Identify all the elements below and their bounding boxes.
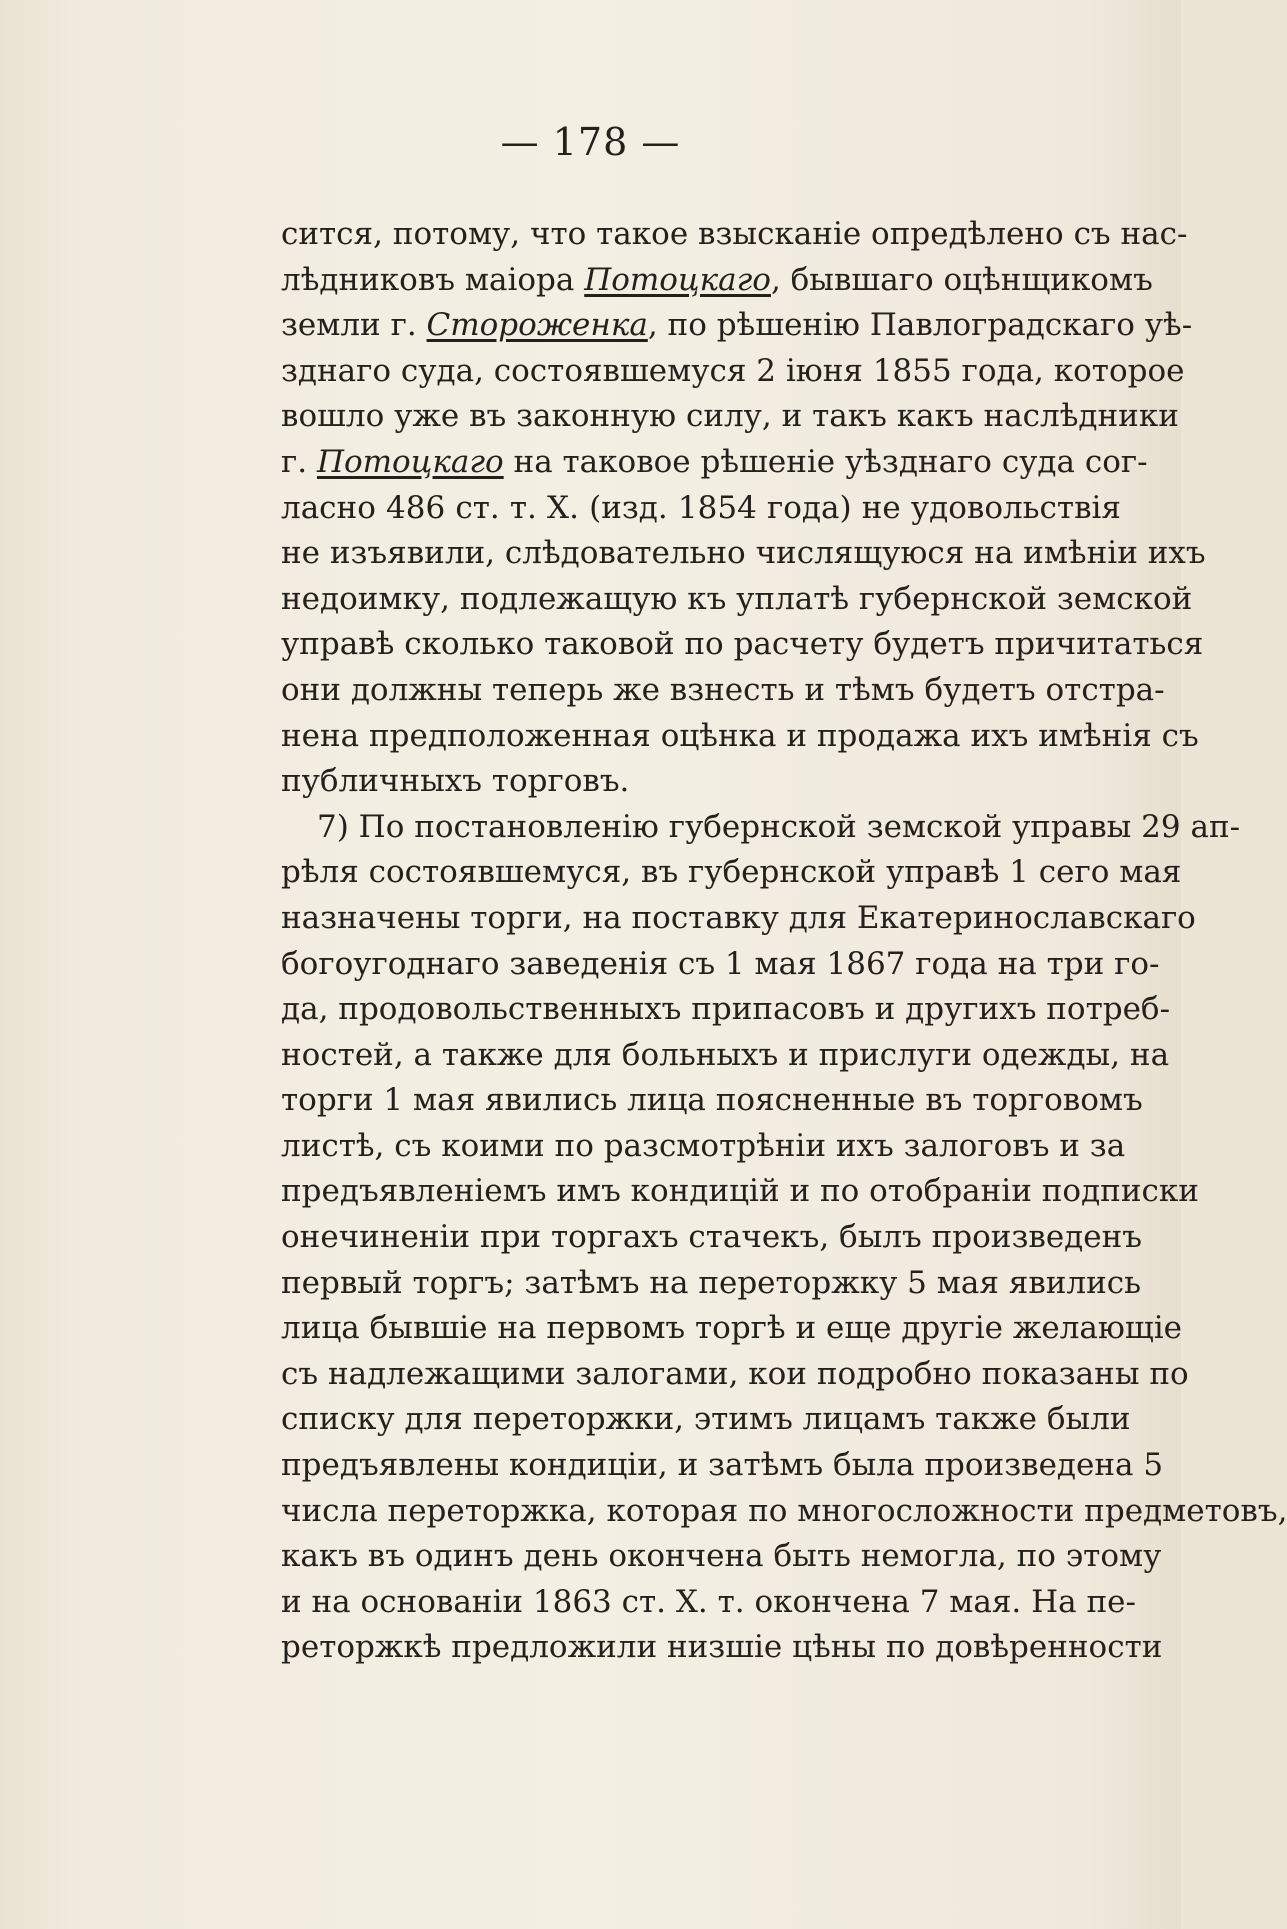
text-line: предъявлены кондиціи, и затѣмъ была произведена 5 [281,1447,1164,1484]
text-line: числа переторжка, которая по многосложности предметовъ, [281,1492,1287,1529]
text-line: рѣля состоявшемуся, въ губернской управѣ 1 сего мая [281,854,1182,891]
text-line: предъявленіемъ имъ кондицій и по отобраніи подписки [281,1173,1199,1210]
paragraph [281,212,1206,805]
text-line: вошло уже въ законную силу, и такъ какъ наслѣдники [281,398,1179,435]
text-line: реторжкѣ предложили низшіе цѣны по довѣренности [281,1629,1163,1666]
text-line: г. Потоцкаго на таковое рѣшеніе уѣзднаго суда сог- [281,443,1148,480]
text-line: 7) По постановленію губернской земской управы 29 ап- [317,808,1241,845]
text-line: какъ въ одинъ день окончена быть немогла, по этому [281,1538,1162,1575]
text-line: управѣ сколько таковой по расчету будетъ причитаться [281,626,1204,663]
text-line: списку для переторжки, этимъ лицамъ также были [281,1401,1131,1438]
text-line: листѣ, съ коими по разсмотрѣніи ихъ залоговъ и за [281,1127,1126,1164]
text-line: публичныхъ торговъ. [281,763,630,800]
text-line: нена предположенная оцѣнка и продажа ихъ имѣнія съ [281,717,1199,754]
paragraph [281,805,1287,1671]
page-number: — 178 — [500,120,681,164]
text-line: зднаго суда, состоявшемуся 2 іюня 1855 года, которое [281,352,1185,389]
text-line: земли г. Стороженка, по рѣшенію Павлоградскаго уѣ- [281,307,1193,344]
text-line: лѣдниковъ маіора Потоцкаго, бывшаго оцѣнщикомъ [281,261,1153,298]
text-line: ностей, а также для больныхъ и прислуги одежды, на [281,1036,1170,1073]
text-line: и на основаніи 1863 ст. X. т. окончена 7 мая. На пе- [281,1583,1136,1620]
text-line: не изъявили, слѣдовательно числящуюся на имѣніи ихъ [281,535,1206,572]
italic-name: Потоцкаго [584,261,771,298]
text-line: первый торгъ; затѣмъ на переторжку 5 мая явились [281,1264,1142,1301]
text-line: торги 1 мая явились лица поясненные въ торговомъ [281,1082,1143,1119]
text-line: богоугоднаго заведенія съ 1 мая 1867 года на три го- [281,945,1160,982]
text-line: назначены торги, на поставку для Екатеринославскаго [281,899,1196,936]
text-line: они должны теперь же взнесть и тѣмъ будетъ отстра- [281,671,1165,708]
text-line: съ надлежащими залогами, кои подробно показаны по [281,1355,1189,1392]
text-line: лица бывшіе на первомъ торгѣ и еще другіе желающіе [281,1310,1182,1347]
italic-name: Стороженка [426,307,648,344]
text-line: ласно 486 ст. т. X. (изд. 1854 года) не удовольствія [281,489,1121,526]
text-line: недоимку, подлежащую къ уплатѣ губернской земской [281,580,1193,617]
text-line: сится, потому, что такое взысканіе опредѣлено съ нас- [281,216,1188,252]
text-line: да, продовольственныхъ припасовъ и другихъ потреб- [281,991,1171,1028]
body-text [281,212,1287,1671]
text-line: онечиненіи при торгахъ стачекъ, былъ произведенъ [281,1219,1142,1256]
italic-name: Потоцкаго [316,443,504,480]
